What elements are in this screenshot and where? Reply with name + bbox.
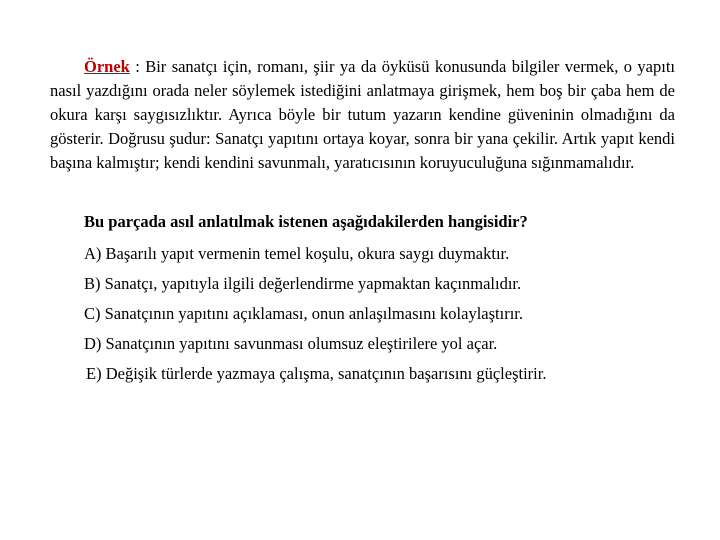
option-d[interactable]: D) Sanatçının yapıtını savunması olumsuz eleştirilere yol açar. <box>84 334 498 353</box>
question-stem: Bu parçada asıl anlatılmak istenen aşağıdakilerden hangisidir? <box>84 212 528 231</box>
answer-options <box>84 242 704 392</box>
example-label: Örnek <box>84 57 130 76</box>
passage-text: Bir sanatçı için, romanı, şiir ya da öyküsü konusunda bilgiler vermek, o yapıtı nasıl yazdığını orada neler söylemek istediğini anlatmaya girişmek, hem boş bir çaba hem de okura karşı saygısızlıktır. Ayrıca böyle bir tutum yazarın kendine güveninin olmadığını da gösterir. Doğrusu şudur: Sanatçı yapıtını ortaya koyar, sonra bir yana çekilir. Artık yapıt kendi başına kalmıştır; kendi kendini savunmalı, yaratıcısının koruyuculuğuna sığınmamalıdır. <box>50 57 675 172</box>
option-a[interactable]: A) Başarılı yapıt vermenin temel koşulu, okura saygı duymaktır. <box>84 244 510 263</box>
passage-paragraph <box>50 55 675 175</box>
label-separator: : <box>129 57 146 76</box>
option-e[interactable]: E) Değişik türlerde yazmaya çalışma, sanatçının başarısını güçleştirir. <box>86 364 547 383</box>
option-c[interactable]: C) Sanatçının yapıtını açıklaması, onun anlaşılmasını kolaylaştırır. <box>84 304 523 323</box>
option-b[interactable]: B) Sanatçı, yapıtıyla ilgili değerlendirme yapmaktan kaçınmalıdır. <box>84 274 522 293</box>
